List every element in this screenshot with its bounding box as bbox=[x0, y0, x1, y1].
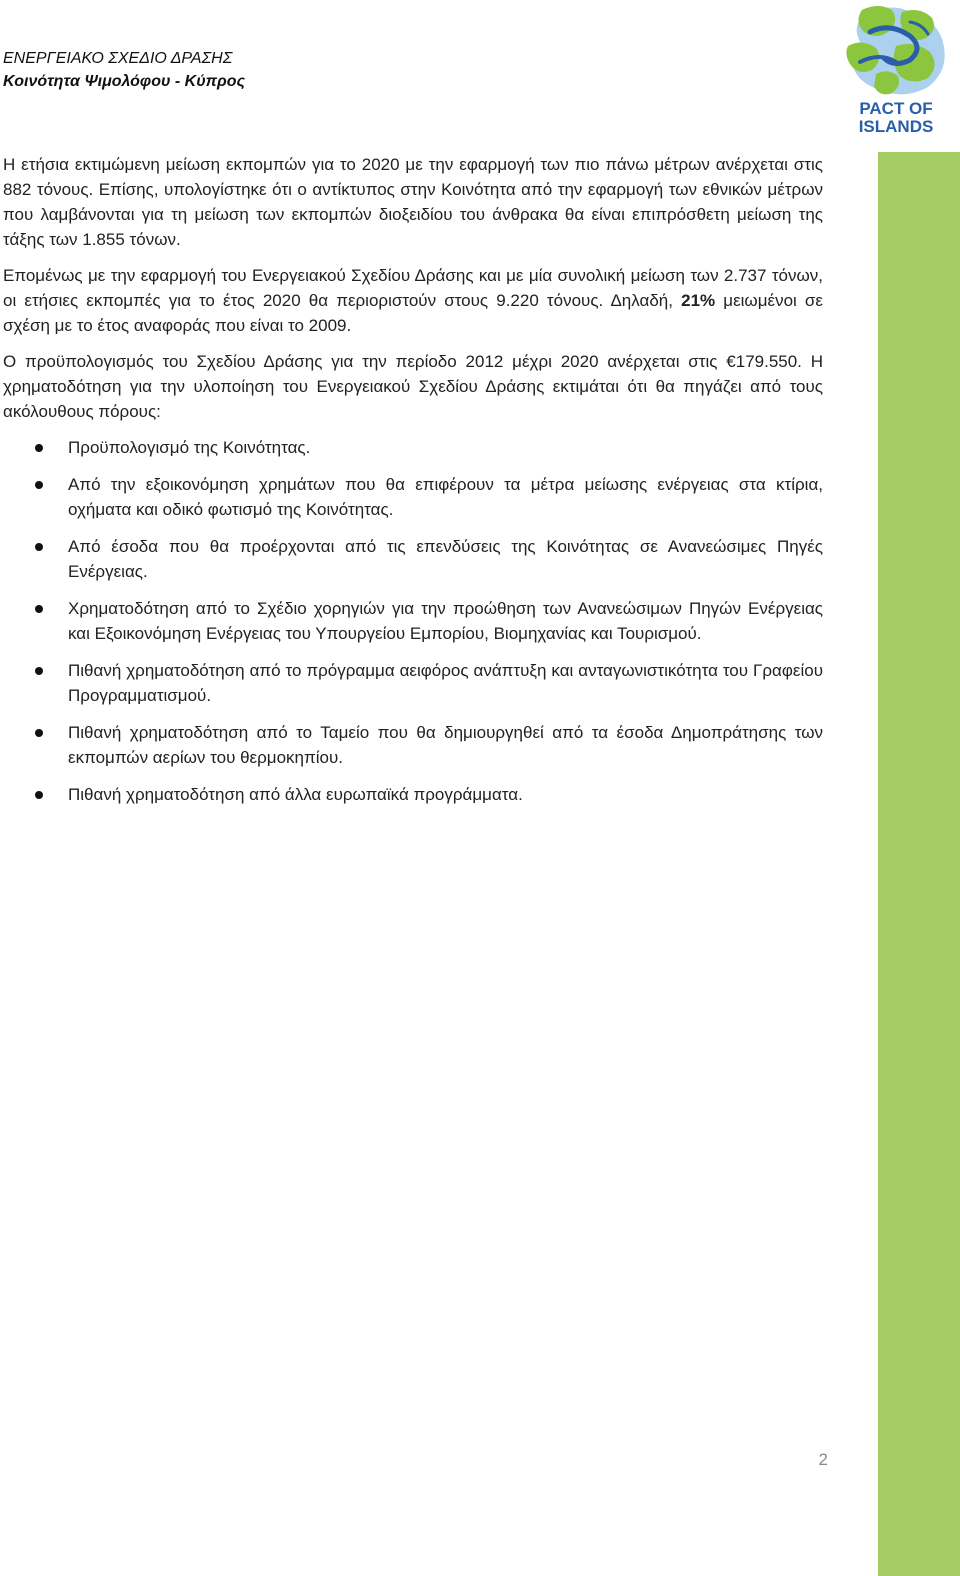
paragraph-total-reduction: Επομένως με την εφαρμογή του Ενεργειακού Σχεδίου Δράσης και με μία συνολική μείωση των 2.737 τόνων, οι ετήσιες εκπομπές για το έτος 2020 θα περιοριστούν στους 9.220 τόνους. Δηλαδή, 21% μειωμένοι σε σχέση με το έτος αναφοράς που είναι το 2009. bbox=[3, 266, 823, 335]
list-item: Πιθανή χρηματοδότηση από το Ταμείο που θα δημιουργηθεί από τα έσοδα Δημοπράτησης των εκπομπών αερίων του θερμοκηπίου. bbox=[3, 720, 823, 770]
list-item: Χρηματοδότηση από το Σχέδιο χορηγιών για την προώθηση των Ανανεώσιμων Πηγών Ενέργειας και Εξοικονόμηση Ενέργειας του Υπουργείου Εμπορίου, Βιομηχανίας και Τουρισμού. bbox=[3, 596, 823, 646]
bullet-icon bbox=[35, 543, 43, 551]
bullet-icon bbox=[35, 605, 43, 613]
bullet-icon bbox=[35, 729, 43, 737]
paragraph-budget: Ο προϋπολογισμός του Σχεδίου Δράσης για την περίοδο 2012 μέχρι 2020 ανέρχεται στις €179.550. Η χρηματοδότηση για την υλοποίηση του Ενεργειακού Σχεδίου Δράσης εκτιμάται ότι θα πηγάζει από τους ακόλουθους πόρους: bbox=[3, 352, 823, 421]
list-item: Προϋπολογισμό της Κοινότητας. bbox=[3, 435, 823, 460]
list-item: Πιθανή χρηματοδότηση από άλλα ευρωπαϊκά προγράμματα. bbox=[3, 782, 823, 807]
header-title: ΕΝΕΡΓΕΙΑΚΟ ΣΧΕΔΙΟ ΔΡΑΣΗΣ bbox=[3, 50, 233, 67]
list-item: Από την εξοικονόμηση χρημάτων που θα επιφέρουν τα μέτρα μείωσης ενέργειας στα κτίρια, οχήματα και οδικό φωτισμό της Κοινότητας. bbox=[3, 472, 823, 522]
reduction-percent: 21% bbox=[681, 291, 716, 310]
document-body bbox=[3, 152, 823, 819]
logo-text-line2: ISLANDS bbox=[858, 117, 934, 136]
bullet-icon bbox=[35, 667, 43, 675]
document-header bbox=[3, 47, 245, 93]
list-item: Από έσοδα που θα προέρχονται από τις επενδύσεις της Κοινότητας σε Ανανεώσιμες Πηγές Ενέργειας. bbox=[3, 534, 823, 584]
pact-of-islands-logo bbox=[840, 2, 952, 136]
paragraph-emissions-reduction: Η ετήσια εκτιμώμενη μείωση εκπομπών για το 2020 με την εφαρμογή των πιο πάνω μέτρων ανέρχεται στις 882 τόνους. Επίσης, υπολογίστηκε ότι ο αντίκτυπος στην Κοινότητα από την εφαρμογή των εθνικών μέτρων που λαμβάνονται για τη μείωση των εκπομπών διοξειδίου του άνθρακα θα είναι επιπρόσθετη μείωση της τάξης των 1.855 τόνων. bbox=[3, 155, 823, 249]
bullet-icon bbox=[35, 444, 43, 452]
bullet-icon bbox=[35, 481, 43, 489]
side-accent-bar bbox=[878, 152, 960, 1576]
page-number: 2 bbox=[818, 1450, 828, 1469]
funding-sources-list bbox=[3, 435, 823, 807]
bullet-icon bbox=[35, 791, 43, 799]
header-subtitle: Κοινότητα Ψιμολόφου - Κύπρος bbox=[3, 73, 246, 90]
logo-text-line1: PACT OF bbox=[859, 99, 933, 118]
logo-emblem-icon bbox=[840, 2, 952, 100]
list-item: Πιθανή χρηματοδότηση από το πρόγραμμα αειφόρος ανάπτυξη και ανταγωνιστικότητα του Γραφείου Προγραμματισμού. bbox=[3, 658, 823, 708]
